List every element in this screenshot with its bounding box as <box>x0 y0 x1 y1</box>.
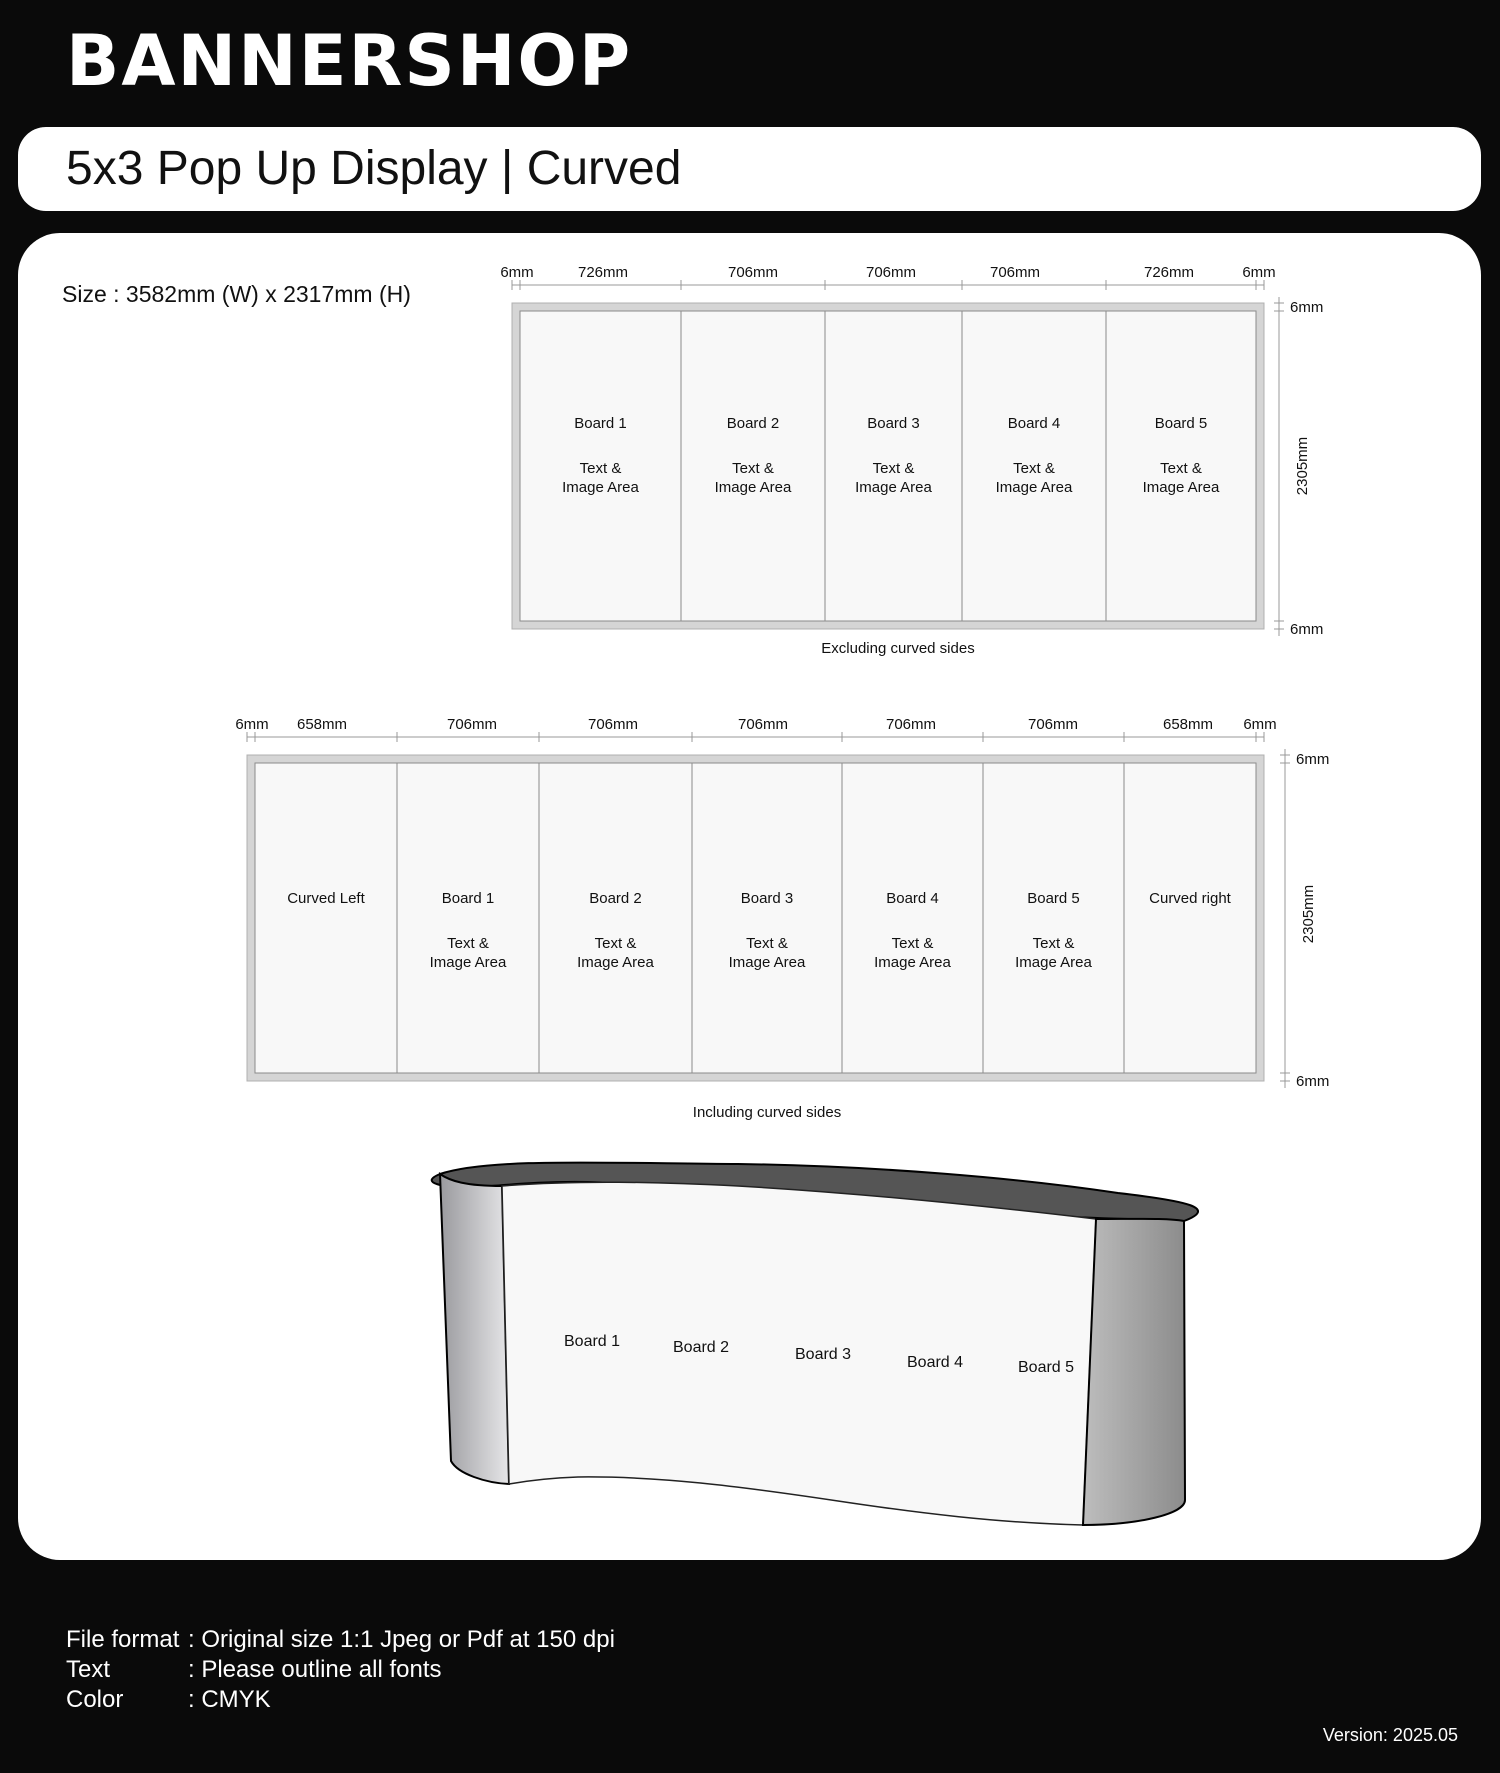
bd-top-3-line2: Image Area <box>855 479 932 496</box>
top-height-2305mm: 2305mm <box>1294 436 1311 496</box>
dim-label: 706mm <box>1027 716 1079 733</box>
dim-label: 6mm <box>1243 716 1277 733</box>
dim-label: 706mm <box>885 716 937 733</box>
bd-bot-2-name: Board 1 <box>441 890 495 907</box>
illustration-label-4: Board 4 <box>907 1354 964 1371</box>
curved-display-illustration <box>432 1162 1198 1525</box>
bd-top-1-name: Board 1 <box>574 415 627 432</box>
bd-bot-6-line1: Text & <box>1032 935 1075 952</box>
bd-bot-4-name: Board 3 <box>740 890 794 907</box>
bottom-height-6mm-bottom: 6mm <box>1296 1073 1330 1090</box>
bd-top-1-line2: Image Area <box>562 479 639 496</box>
bottom-height-6mm-top: 6mm <box>1296 751 1330 768</box>
display-right-side <box>1083 1219 1185 1525</box>
dim-label: 706mm <box>446 716 498 733</box>
top-height-6mm-bottom: 6mm <box>1290 621 1324 638</box>
bottom-width-dimension <box>235 716 1276 742</box>
display-left-side <box>440 1174 509 1484</box>
dim-label: 706mm <box>727 264 779 281</box>
bottom-board-area <box>255 763 1256 1073</box>
bd-top-1-line1: Text & <box>579 460 622 477</box>
bd-bot-3-name: Board 2 <box>589 890 642 907</box>
dim-label: 6mm <box>1242 264 1276 281</box>
bd-bot-3-line1: Text & <box>594 935 637 952</box>
bd-top-3-name: Board 3 <box>867 415 920 432</box>
bottom-caption: Including curved sides <box>692 1104 842 1121</box>
dim-label: 726mm <box>1143 264 1195 281</box>
bd-bot-7-name: Curved right <box>1149 890 1231 907</box>
top-dim-labels <box>500 264 1275 281</box>
bd-bot-4-line2: Image Area <box>728 954 806 971</box>
top-width-dimension <box>500 264 1275 290</box>
illustration-label-1: Board 1 <box>564 1333 621 1350</box>
page-title: 5x3 Pop Up Display | Curved <box>66 142 682 195</box>
version-label: Version: 2025.05 <box>1322 1725 1458 1745</box>
top-caption: Excluding curved sides <box>821 640 975 657</box>
spec-file-format-value: : Original size 1:1 Jpeg or Pdf at 150 dpi <box>188 1626 615 1653</box>
spec-color-value: : CMYK <box>188 1686 271 1713</box>
bd-top-5-line2: Image Area <box>1142 479 1220 496</box>
illustration-label-5: Board 5 <box>1018 1359 1075 1376</box>
bd-bot-5-name: Board 4 <box>886 890 939 907</box>
spec-file-format <box>66 1626 615 1654</box>
bottom-height-2305mm: 2305mm <box>1300 884 1317 944</box>
spec-color-key: Color <box>66 1686 124 1713</box>
dim-label: 706mm <box>989 264 1041 281</box>
bd-top-2-name: Board 2 <box>726 415 780 432</box>
illustration-label-2: Board 2 <box>673 1339 730 1356</box>
spec-text-value: : Please outline all fonts <box>188 1656 442 1683</box>
bottom-diagram <box>235 716 1329 1121</box>
bottom-height-dimension <box>1280 749 1329 1090</box>
template-diagrams <box>18 233 1481 1560</box>
diagram-panel <box>18 233 1481 1560</box>
dim-label: 706mm <box>737 716 789 733</box>
top-height-6mm-top: 6mm <box>1290 299 1324 316</box>
bd-top-5-name: Board 5 <box>1154 415 1208 432</box>
dim-label: 658mm <box>1162 716 1214 733</box>
spec-color <box>66 1686 271 1714</box>
bd-bot-5-line1: Text & <box>891 935 934 952</box>
bd-bot-5-line2: Image Area <box>874 954 951 971</box>
title-bar <box>18 127 1481 211</box>
top-height-dimension <box>1274 297 1323 638</box>
bd-top-5-line1: Text & <box>1160 460 1202 477</box>
bd-bot-2-line2: Image Area <box>429 954 507 971</box>
size-text: Size : 3582mm (W) x 2317mm (H) <box>62 281 411 307</box>
dim-label: 706mm <box>587 716 639 733</box>
bd-top-2-line1: Text & <box>732 460 774 477</box>
bd-bot-1-name: Curved Left <box>287 890 365 907</box>
bd-bot-3-line2: Image Area <box>577 954 654 971</box>
bd-top-3-line1: Text & <box>872 460 915 477</box>
bd-bot-4-line1: Text & <box>746 935 788 952</box>
dim-label: 6mm <box>500 264 534 281</box>
dim-label: 6mm <box>235 716 269 733</box>
dim-label: 658mm <box>296 716 348 733</box>
dim-label: 706mm <box>865 264 917 281</box>
spec-text <box>66 1656 442 1684</box>
bd-top-4-line2: Image Area <box>995 479 1073 496</box>
bd-top-2-line2: Image Area <box>714 479 792 496</box>
bd-bot-6-line2: Image Area <box>1015 954 1092 971</box>
bd-bot-2-line1: Text & <box>447 935 489 952</box>
top-diagram <box>500 264 1323 657</box>
spec-file-format-key: File format <box>66 1626 180 1653</box>
dim-label: 726mm <box>577 264 629 281</box>
illustration-label-3: Board 3 <box>795 1346 852 1363</box>
bd-top-4-name: Board 4 <box>1007 415 1061 432</box>
bottom-dim-labels <box>235 716 1276 733</box>
bd-bot-6-name: Board 5 <box>1027 890 1080 907</box>
bd-top-4-line1: Text & <box>1013 460 1055 477</box>
spec-text-key: Text <box>66 1656 111 1683</box>
brand-logo: BANNERSHOP <box>66 20 633 102</box>
